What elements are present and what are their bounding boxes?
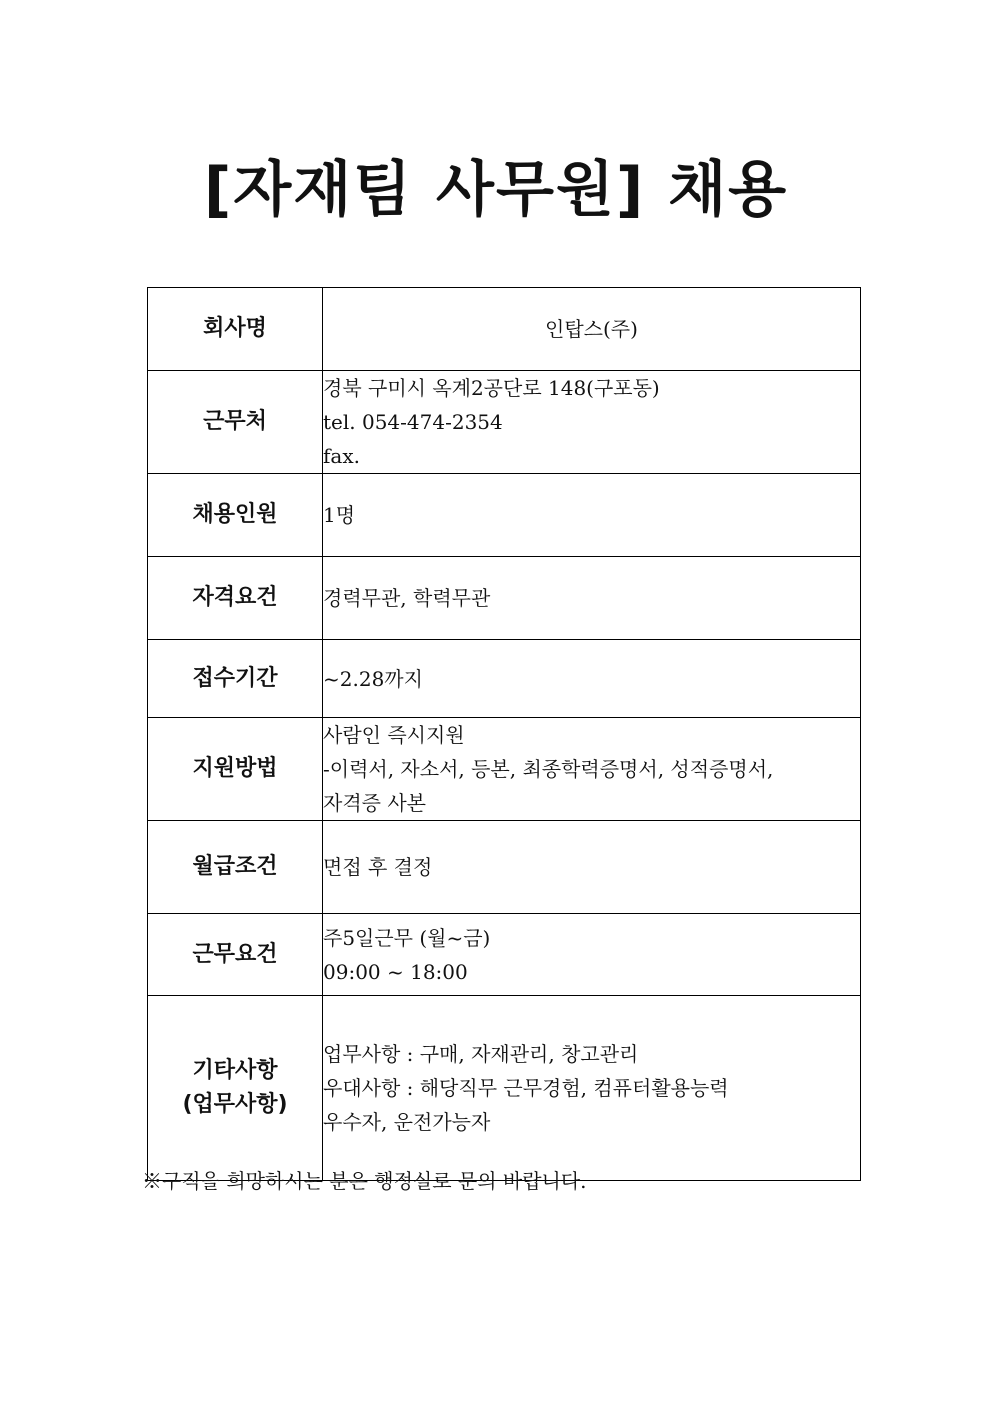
row-label-company	[148, 288, 323, 371]
row-value-application-method	[323, 718, 861, 821]
table-row-work-conditions	[148, 914, 861, 996]
table-row-qualifications	[148, 557, 861, 640]
row-value-other-notes	[323, 996, 861, 1181]
row-value-line: 주5일근무 (월~금)	[323, 925, 491, 950]
row-label-text: 접수기간	[192, 665, 278, 691]
fax-text: fax.	[323, 444, 360, 468]
row-value-line: 우대사항 : 해당직무 근무경험, 컴퓨터활용능력	[323, 1076, 729, 1100]
row-label-work-conditions	[148, 914, 323, 996]
row-label-text: (업무사항)	[182, 1092, 288, 1117]
row-value-text: 면접 후 결정	[323, 855, 433, 879]
table-row-salary	[148, 821, 861, 914]
table-row-company	[148, 288, 861, 371]
row-label-headcount	[148, 474, 323, 557]
address-text: 경북 구미시 옥계2공단로 148(구포동)	[323, 376, 660, 400]
row-label-application-method	[148, 718, 323, 821]
row-label-text: 근무요건	[192, 941, 278, 967]
table-row-headcount	[148, 474, 861, 557]
row-value-work-conditions	[323, 914, 861, 996]
row-value-text: 인탑스(주)	[545, 317, 638, 341]
row-value-line: 업무사항 : 구매, 자재관리, 창고관리	[323, 1042, 639, 1066]
row-value-qualifications	[323, 557, 861, 640]
row-label-text: 채용인원	[192, 502, 278, 527]
row-label-text: 자격요건	[192, 585, 278, 610]
row-label-text: 기타사항	[192, 1058, 278, 1083]
row-label-other-notes	[148, 996, 323, 1181]
row-label-text: 월급조건	[192, 854, 278, 879]
row-value-line: 09:00 ~ 18:00	[323, 959, 468, 984]
tel-text: tel. 054-474-2354	[323, 410, 503, 434]
row-value-line: 우수자, 운전가능자	[323, 1110, 491, 1134]
row-value-application-period	[323, 640, 861, 718]
row-value-headcount	[323, 474, 861, 557]
row-value-salary	[323, 821, 861, 914]
row-value-line: -이력서, 자소서, 등본, 최종학력증명서, 성적증명서,	[323, 757, 774, 781]
row-value-line: 자격증 사본	[323, 791, 426, 815]
row-label-text: 지원방법	[192, 756, 278, 781]
job-info-table	[147, 287, 861, 1181]
row-label-qualifications	[148, 557, 323, 640]
row-value-workplace	[323, 371, 861, 474]
row-label-workplace	[148, 371, 323, 474]
row-label-application-period	[148, 640, 323, 718]
row-value-text: ~2.28까지	[323, 666, 423, 691]
row-value-text: 경력무관, 학력무관	[323, 586, 491, 610]
table-row-application-method	[148, 718, 861, 821]
row-value-text: 1명	[323, 503, 356, 527]
row-label-salary	[148, 821, 323, 914]
row-label-text: 근무처	[203, 409, 267, 434]
table-row-workplace	[148, 371, 861, 474]
page-title: [자재팀 사무원] 채용	[203, 155, 789, 225]
table-row-application-period	[148, 640, 861, 718]
row-value-company	[323, 288, 861, 371]
row-value-line: 사람인 즉시지원	[323, 723, 465, 747]
table-row-other-notes	[148, 996, 861, 1181]
footnote: ※구직을 희망하시는 분은 행정실로 문의 바랍니다.	[142, 1169, 587, 1193]
row-label-text: 회사명	[203, 316, 267, 341]
